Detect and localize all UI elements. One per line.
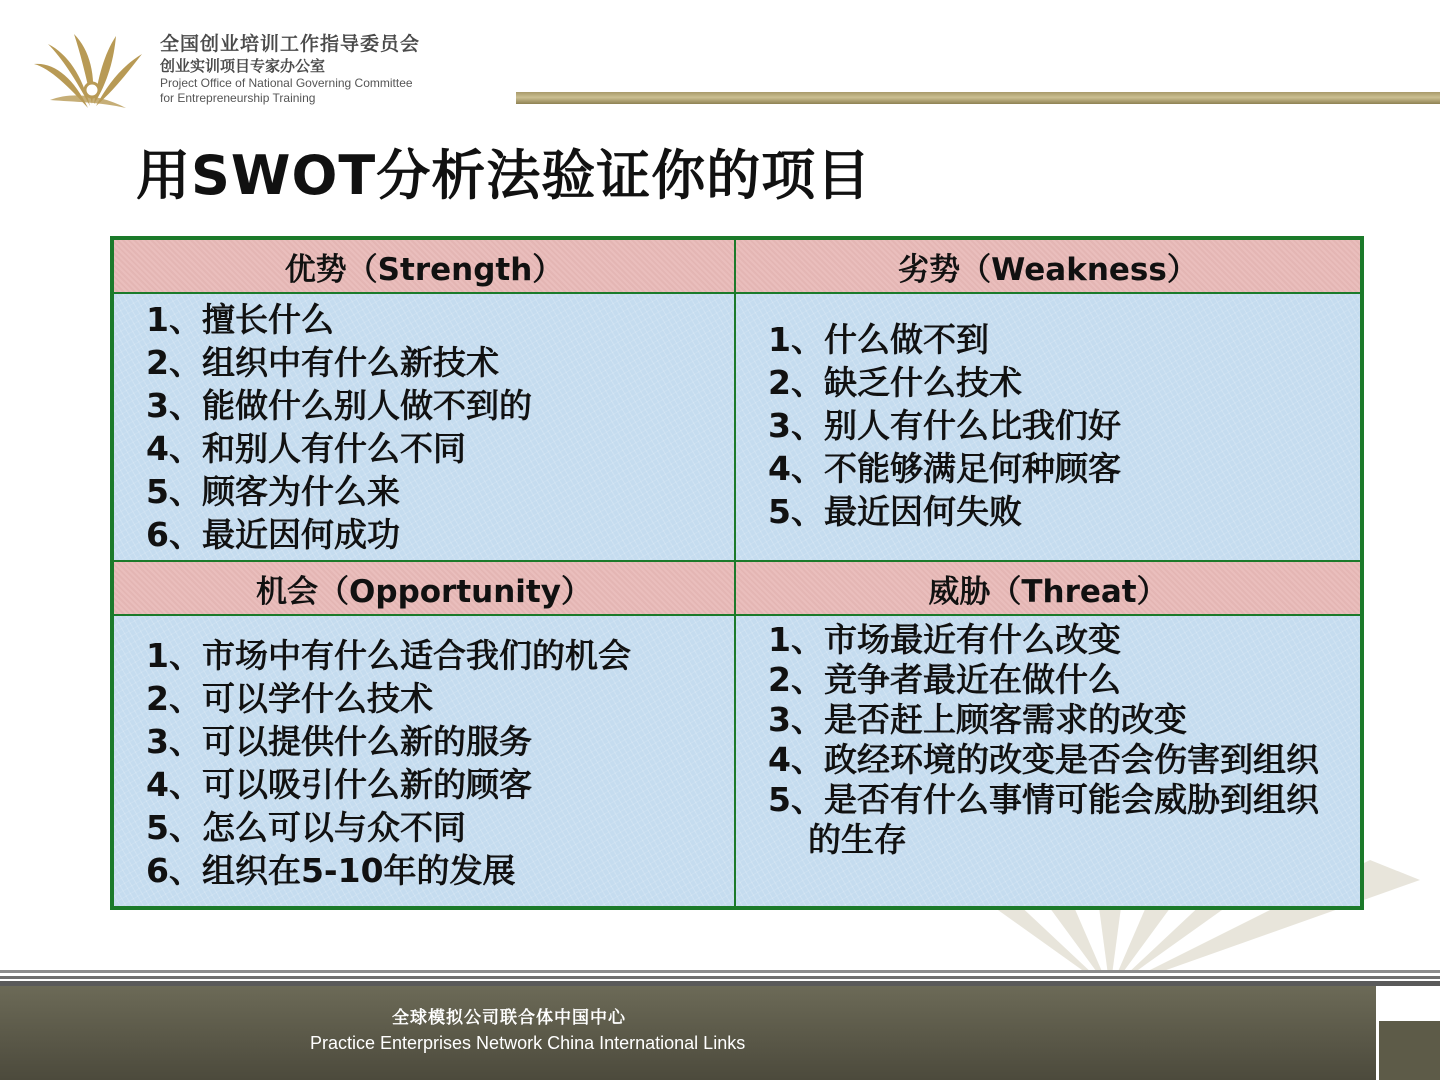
opportunity-cell [114, 616, 734, 906]
list-item: 6、最近因何成功 [146, 515, 400, 554]
list-item: 2、组织中有什么新技术 [146, 343, 499, 382]
list-item: 3、是否赶上顾客需求的改变 [768, 700, 1187, 739]
weakness-cell [736, 294, 1360, 560]
org-name-en-line1: Project Office of National Governing Committee [160, 76, 413, 90]
header-divider [516, 92, 1440, 104]
footer-org-cn: 全球模拟公司联合体中国中心 [392, 1008, 626, 1028]
swot-table [110, 236, 1364, 910]
weakness-heading: 劣势（Weakness） [736, 240, 1360, 292]
strength-cell [114, 294, 734, 560]
org-name-cn: 全国创业培训工作指导委员会 [160, 33, 421, 55]
list-item: 1、什么做不到 [768, 320, 989, 359]
list-item: 4、和别人有什么不同 [146, 429, 466, 468]
list-item: 2、竞争者最近在做什么 [768, 660, 1121, 699]
organization-name [160, 32, 420, 106]
threat-list [768, 620, 1348, 860]
footer-org-en: Practice Enterprises Network China International Links [310, 1033, 746, 1053]
weakness-list [768, 318, 1121, 533]
opportunity-heading: 机会（Opportunity） [114, 562, 734, 614]
list-item: 6、组织在5-10年的发展 [146, 851, 516, 890]
opportunity-list [146, 634, 631, 892]
list-item: 1、市场最近有什么改变 [768, 620, 1121, 659]
page-title: 用SWOT分析法验证你的项目 [136, 144, 872, 207]
threat-heading: 威胁（Threat） [736, 562, 1360, 614]
list-item: 5、最近因何失败 [768, 492, 1022, 531]
org-name-en-line2: for Entrepreneurship Training [160, 91, 316, 105]
footer-divider [0, 970, 1440, 986]
list-item: 3、能做什么别人做不到的 [146, 386, 532, 425]
list-item: 2、缺乏什么技术 [768, 363, 1022, 402]
footer-corner-block [1376, 1018, 1440, 1080]
logo-icon [30, 28, 150, 116]
strength-list [146, 298, 532, 556]
list-item: 3、可以提供什么新的服务 [146, 722, 532, 761]
strength-heading: 优势（Strength） [114, 240, 734, 292]
list-item: 4、政经环境的改变是否会伤害到组织 [768, 740, 1319, 779]
threat-cell [736, 616, 1360, 906]
list-item: 1、市场中有什么适合我们的机会 [146, 636, 631, 675]
list-item: 4、不能够满足何种顾客 [768, 449, 1121, 488]
list-item: 2、可以学什么技术 [146, 679, 433, 718]
list-item: 3、别人有什么比我们好 [768, 406, 1121, 445]
org-office-cn: 创业实训项目专家办公室 [160, 57, 326, 75]
list-item: 1、擅长什么 [146, 300, 334, 339]
list-item: 4、可以吸引什么新的顾客 [146, 765, 532, 804]
list-item: 5、顾客为什么来 [146, 472, 400, 511]
list-item: 5、是否有什么事情可能会威胁到组织的生存 [768, 780, 1319, 859]
list-item: 5、怎么可以与众不同 [146, 808, 466, 847]
